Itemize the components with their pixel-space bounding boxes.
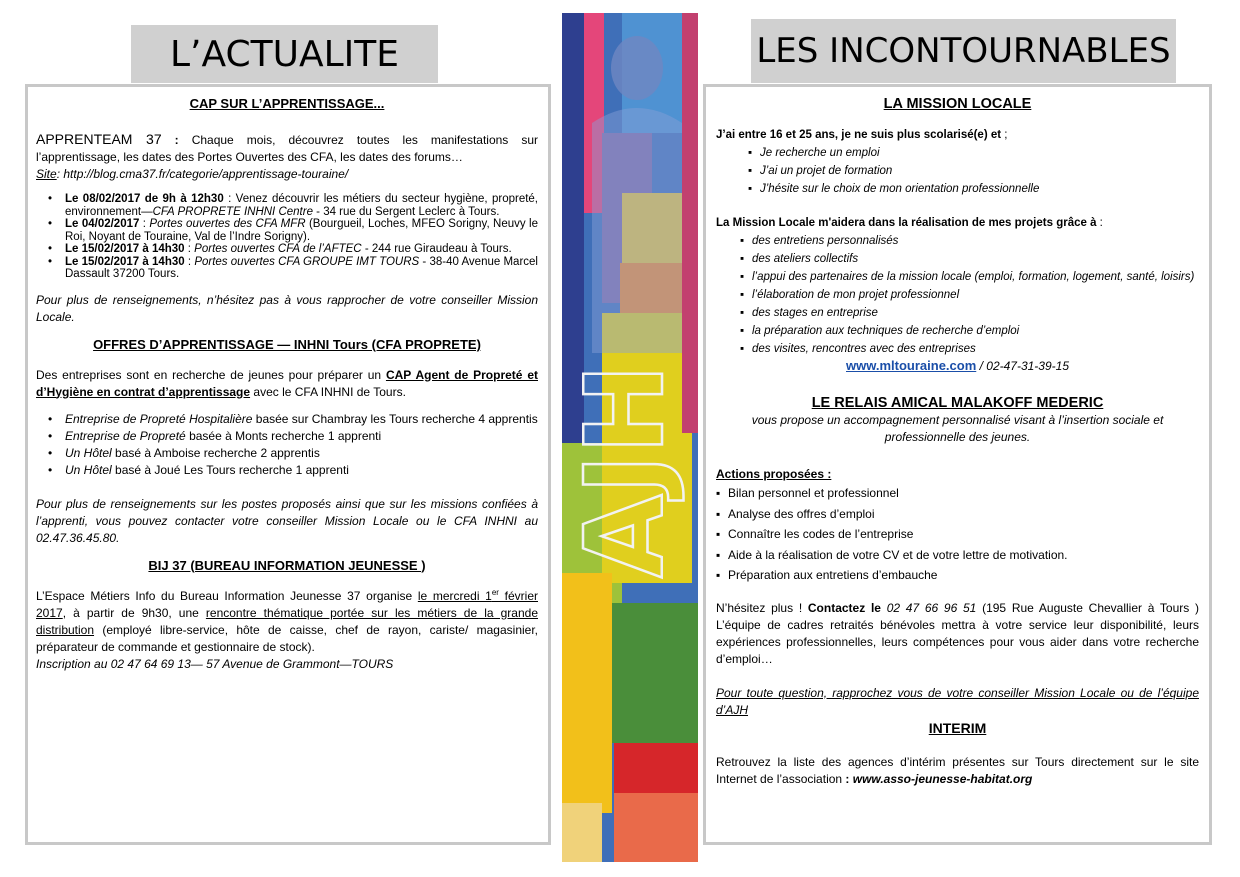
ml-service-item: ▪ des entretiens personnalisés xyxy=(740,235,899,247)
ml-intro-end: ; xyxy=(1004,129,1008,141)
event-rest: - 244 rue Giraudeau à Tours. xyxy=(361,243,512,255)
event-text: : xyxy=(184,243,195,255)
ml-intro xyxy=(716,127,1199,144)
figure-body xyxy=(592,108,682,353)
event-item: • Le 08/02/2017 de 9h à 12h30 : Venez découvrir les métiers du secteur hygiène, propreté, environnement—CFA PROPRETE INHNI Centre - 34 rue du Sergent Leclerc à Tours. xyxy=(48,193,538,218)
event-place: CFA PROPRETE INHNI Centre xyxy=(152,205,313,218)
bij-date-b: février 2017 xyxy=(36,588,538,620)
left-title-text: L’ACTUALITE xyxy=(169,33,399,75)
art-block-cream xyxy=(562,803,602,862)
offer-company: Entreprise de Propreté xyxy=(65,428,186,443)
ml-service-item: ▪ des stages en entreprise xyxy=(740,307,878,319)
ajh-text: AJH xyxy=(563,363,688,578)
event-text: : xyxy=(139,218,150,230)
action-text: Préparation aux entretiens d’embauche xyxy=(728,568,938,582)
question-line: Pour toute question, rapprochez vous de votre conseiller Mission Locale ou de l’équipe d’AJH xyxy=(716,685,1199,717)
site-url: : http://blog.cma37.fr/categorie/apprentissage-touraine/ xyxy=(56,167,349,181)
ml-service-text: des stages en entreprise xyxy=(752,307,878,319)
ml-situation-text: Je recherche un emploi xyxy=(760,147,880,159)
offer-item: • Entreprise de Propreté basée à Monts recherche 1 apprenti xyxy=(48,428,382,443)
event-item: • Le 15/02/2017 à 14h30 : Portes ouvertes CFA GROUPE IMT TOURS - 38-40 Avenue Marcel Dassault 37200 Tours. xyxy=(48,255,538,280)
ml-intro-2 xyxy=(716,215,1199,232)
event-date: Le 15/02/2017 à 14h30 xyxy=(65,255,185,268)
action-item: ▪ Aide à la réalisation de votre CV et de votre lettre de motivation. xyxy=(716,547,1068,562)
offers-intro-text: Des entreprises sont en recherche de jeunes pour préparer un xyxy=(36,367,386,382)
interim-heading: INTERIM xyxy=(928,719,987,736)
ajh-decorative-art xyxy=(562,13,698,862)
relais-subtitle: vous propose un accompagnement personnalisé visant à l’insertion sociale et professionnelle des jeunes. xyxy=(751,413,1164,444)
mltouraine-link[interactable]: www.mltouraine.com xyxy=(846,358,977,373)
ml-situation-list xyxy=(716,144,1199,198)
site-label: Site xyxy=(36,167,57,181)
offer-details: basée sur Chambray les Tours recherche 4 apprentis xyxy=(252,411,538,426)
event-item: • Le 15/02/2017 à 14h30 : Portes ouvertes CFA de l’AFTEC - 244 rue Giraudeau à Tours. xyxy=(48,243,512,255)
offer-details: basée à Monts recherche 1 apprenti xyxy=(185,428,382,443)
offres-heading: OFFRES D’APPRENTISSAGE — INHNI Tours (CFA PROPRETE) xyxy=(93,336,481,352)
apprenteam-name: APPRENTEAM 37 xyxy=(36,131,162,147)
event-text: : Venez découvrir les métiers du secteur hygiène, propreté, environnement— xyxy=(65,193,538,218)
bij-text-f: (employé libre-service, hôte de caisse, chef de rayon, cariste/ magasinier, préparateur de commande et gestionnaire de stock). xyxy=(36,622,538,654)
event-place: Portes ouvertes des CFA MFR xyxy=(149,218,306,230)
ml-service-item: ▪ la préparation aux techniques de recherche d’emploi xyxy=(740,325,1020,337)
ml-situation-text: J’ai un projet de formation xyxy=(760,165,893,177)
ml-service-item: ▪ des ateliers collectifs xyxy=(740,253,859,265)
ml-service-text: l’appui des partenaires de la mission locale (emploi, formation, logement, santé, loisirs) xyxy=(752,271,1195,283)
ajh-logo-graphic xyxy=(562,13,698,862)
event-place: Portes ouvertes CFA GROUPE IMT TOURS xyxy=(194,255,420,268)
action-item: ▪ Préparation aux entretiens d’embauche xyxy=(716,568,938,582)
event-rest: - 38-40 Avenue Marcel Dassault 37200 Tours. xyxy=(65,255,538,280)
event-date: Le 04/02/2017 xyxy=(65,218,140,230)
offer-item: • Un Hôtel basé à Joué Les Tours recherche 1 apprenti xyxy=(48,462,349,477)
bij-date-a: le mercredi 1 xyxy=(417,588,492,603)
ml-services-list xyxy=(716,232,1199,358)
action-item: ▪ Connaître les codes de l’entreprise xyxy=(716,527,914,541)
bij-heading: BIJ 37 (BUREAU INFORMATION JEUNESSE ) xyxy=(148,557,426,573)
ml-service-item: ▪ des visites, rencontres avec des entreprises xyxy=(740,343,976,355)
mission-locale-heading: LA MISSION LOCALE xyxy=(883,96,1032,112)
event-date: Le 08/02/2017 de 9h à 12h30 xyxy=(65,193,224,205)
action-item: ▪ Bilan personnel et professionnel xyxy=(716,486,899,500)
art-block-coral xyxy=(614,793,698,862)
event-rest: (Bourgueil, Loches, MFEO Sorigny, Neuvy le Roi, Noyant de Touraine, Val de l’Indre Sorigny). xyxy=(65,218,539,243)
action-text: Bilan personnel et professionnel xyxy=(728,486,899,500)
event-item: • Le 04/02/2017 : Portes ouvertes des CFA MFR (Bourgueil, Loches, MFEO Sorigny, Neuvy le Roi, Noyant de Touraine, Val de l’Indre Sorigny). xyxy=(48,218,539,243)
incontournables-panel xyxy=(703,84,1212,845)
ml-situation-item: ▪ J’ai un projet de formation xyxy=(748,165,893,177)
offer-item: • Entreprise de Propreté Hospitalière basée sur Chambray les Tours recherche 4 apprentis xyxy=(48,411,538,426)
contact-text-d: (195 Rue Auguste Chevallier à Tours ) L’équipe de cadres retraités bénévoles mettra à votre service leur disponibilité, leurs expériences professionnelles, leurs compétences pour vous aider dans votre recherche d’emploi… xyxy=(716,600,1199,666)
site-line xyxy=(36,166,538,183)
ml-service-item: ▪ l’élaboration de mon projet professionnel xyxy=(740,289,960,301)
event-rest: - 34 rue du Sergent Leclerc à Tours. xyxy=(312,205,500,218)
info-mission-locale: Pour plus de renseignements, n’hésitez pas à vous rapprocher de votre conseiller Mission Locale. xyxy=(36,292,538,324)
offer-item: • Un Hôtel basé à Amboise recherche 2 apprentis xyxy=(48,445,320,460)
contact-phone: 02 47 66 96 51 xyxy=(880,600,977,615)
apprenteam-colon: : xyxy=(161,133,192,147)
interim-text: Retrouvez la liste des agences d’intérim présentes sur Tours directement sur le site Internet de l’association xyxy=(716,754,1199,786)
ml-situation-text: J’hésite sur le choix de mon orientation professionnelle xyxy=(760,183,1040,195)
ml-service-item: ▪ l’appui des partenaires de la mission locale (emploi, formation, logement, santé, loisirs) xyxy=(740,271,1195,283)
offers-intro xyxy=(36,367,538,401)
ml-intro2-text: La Mission Locale m'aidera dans la réalisation de mes projets grâce à xyxy=(716,217,1100,229)
cap-apprentissage-heading: CAP SUR L’APPRENTISSAGE... xyxy=(189,96,385,111)
apprenteam-text: Chaque mois, découvrez toutes les manifestations sur l’apprentissage, les dates des Portes Ouvertes des CFA, les dates des forums… xyxy=(36,133,538,164)
contact-text-a: N’hésitez plus ! xyxy=(716,600,808,615)
actions-title: Actions proposées : xyxy=(716,467,832,481)
contact-label: Contactez le xyxy=(807,600,881,615)
bij-paragraph xyxy=(36,584,538,656)
bij-text-a: L’Espace Métiers Info du Bureau Information Jeunesse 37 organise xyxy=(36,588,418,603)
ml-service-text: des ateliers collectifs xyxy=(752,253,859,265)
action-text: Analyse des offres d’emploi xyxy=(728,506,875,521)
offer-company: Un Hôtel xyxy=(65,462,112,477)
relais-heading: LE RELAIS AMICAL MALAKOFF MEDERIC xyxy=(811,395,1104,411)
figure-head xyxy=(611,36,663,100)
action-text: Connaître les codes de l’entreprise xyxy=(728,527,914,541)
events-list xyxy=(36,193,538,281)
event-place: Portes ouvertes CFA de l’AFTEC xyxy=(194,243,362,255)
offers-intro-end: avec le CFA INHNI de Tours. xyxy=(250,384,406,399)
left-section-title xyxy=(131,25,438,83)
ml-service-text: l’élaboration de mon projet professionnel xyxy=(752,289,960,301)
cap-agent-proprete: CAP Agent de Propreté et d’Hygiène en contrat d’apprentissage xyxy=(36,367,538,399)
art-block-green xyxy=(612,603,698,743)
event-date: Le 15/02/2017 à 14h30 xyxy=(65,243,185,255)
ml-situation-item: ▪ J’hésite sur le choix de mon orientation professionnelle xyxy=(748,183,1040,195)
action-item: ▪ Analyse des offres d’emploi xyxy=(716,506,875,521)
ml-intro2-end: : xyxy=(1099,217,1103,229)
ml-service-text: des visites, rencontres avec des entreprises xyxy=(752,343,976,355)
interim-paragraph xyxy=(716,754,1199,788)
action-text: Aide à la réalisation de votre CV et de votre lettre de motivation. xyxy=(728,547,1068,562)
right-title-text: LES INCONTOURNABLES xyxy=(756,31,1171,71)
info-postes: Pour plus de renseignements sur les postes proposés ainsi que sur les missions confiées à l’apprenti, vous pouvez contacter votre conseiller Mission Locale ou le CFA INHNI au 02.47.36.45.80. xyxy=(36,496,538,545)
offers-list xyxy=(36,411,538,479)
bij-rencontre: rencontre thématique portée sur les métiers de la grande distribution xyxy=(36,605,539,637)
ml-service-text: des entretiens personnalisés xyxy=(752,235,899,247)
interim-colon: : xyxy=(845,771,853,786)
contact-paragraph xyxy=(716,600,1199,668)
actualite-panel xyxy=(25,84,551,845)
ml-situation-item: ▪ Je recherche un emploi xyxy=(748,147,880,159)
offer-company: Entreprise de Propreté Hospitalière xyxy=(65,411,253,426)
ml-contact-line xyxy=(716,358,1199,374)
event-text: : xyxy=(184,255,195,268)
apprenteam-paragraph xyxy=(36,131,538,166)
art-block-red xyxy=(614,743,698,793)
ml-intro-text: J’ai entre 16 et 25 ans, je ne suis plus scolarisé(e) et xyxy=(716,129,1005,141)
offer-details: basé à Amboise recherche 2 apprentis xyxy=(111,445,320,460)
actions-list xyxy=(716,483,1199,586)
offer-company: Un Hôtel xyxy=(65,445,112,460)
asso-website: www.asso-jeunesse-habitat.org xyxy=(852,771,1033,786)
bij-inscription: Inscription au 02 47 64 69 13— 57 Avenue de Grammont—TOURS xyxy=(36,656,394,671)
bij-date-sup: er xyxy=(491,587,499,597)
right-section-title xyxy=(751,19,1176,83)
art-block-amber xyxy=(562,573,612,813)
bij-text-d: , à partir de 9h30, une xyxy=(62,605,206,620)
ml-service-text: la préparation aux techniques de recherche d’emploi xyxy=(752,325,1020,337)
offer-details: basé à Joué Les Tours recherche 1 apprenti xyxy=(111,462,349,477)
ml-phone: / 02-47-31-39-15 xyxy=(976,359,1069,373)
